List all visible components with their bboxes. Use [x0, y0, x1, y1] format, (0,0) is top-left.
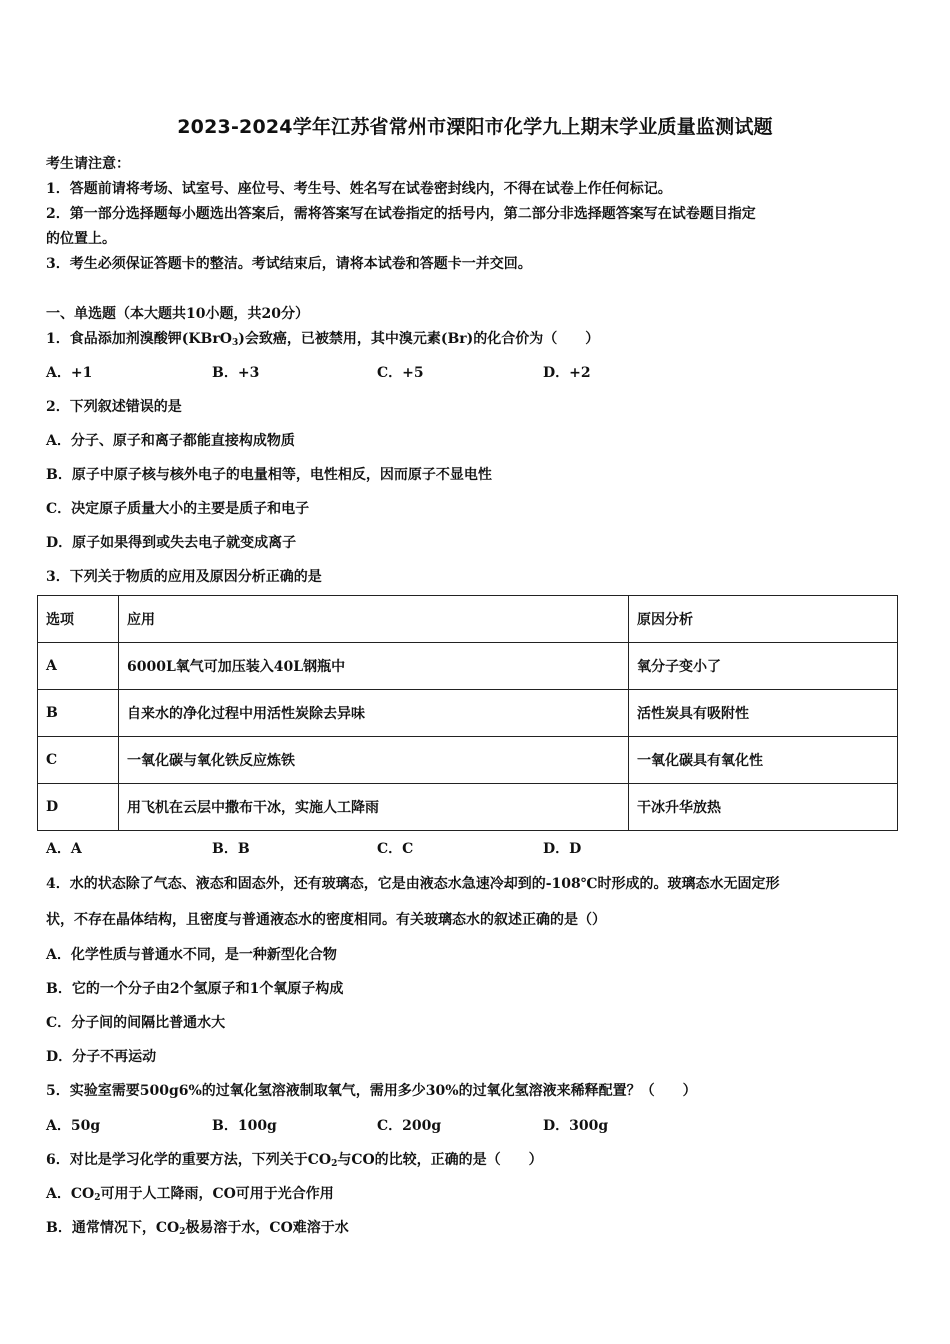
option-c: C．决定原子质量大小的主要是质子和电子: [46, 501, 310, 517]
table-header-cell: 应用: [119, 596, 629, 643]
question-3-table: [37, 595, 898, 831]
table-cell: 活性炭具有吸附性: [629, 690, 898, 737]
question-5-stem: 5．实验室需要500g6%的过氧化氢溶液制取氧气，需用多少30%的过氧化氢溶液来稀释配置？（ ）: [46, 1083, 697, 1099]
notice-heading: 考生请注意：: [46, 156, 130, 172]
option-c: C．+5: [377, 365, 424, 381]
option-d: D．+2: [543, 365, 591, 381]
notice-item: 1．答题前请将考场、试室号、座位号、考生号、姓名写在试卷密封线内，不得在试卷上作任何标记。: [46, 181, 672, 197]
table-cell: C: [38, 737, 119, 784]
question-3-stem: 3．下列关于物质的应用及原因分析正确的是: [46, 569, 322, 585]
option-d: D．分子不再运动: [46, 1049, 157, 1065]
option-a: A．分子、原子和离子都能直接构成物质: [46, 433, 295, 449]
table-row: [38, 643, 898, 690]
notice-item: 的位置上。: [46, 231, 116, 247]
table-cell: 氧分子变小了: [629, 643, 898, 690]
table-cell: 用飞机在云层中撒布干冰，实施人工降雨: [119, 784, 629, 831]
table-cell: D: [38, 784, 119, 831]
table-cell: 自来水的净化过程中用活性炭除去异味: [119, 690, 629, 737]
section-heading: 一、单选题（本大题共10小题，共20分）: [46, 306, 309, 322]
question-1-options: [46, 362, 746, 382]
option-b: B．它的一个分子由2个氢原子和1个氧原子构成: [46, 981, 344, 997]
table-cell: B: [38, 690, 119, 737]
table-row: [38, 690, 898, 737]
table-cell: A: [38, 643, 119, 690]
table-header-row: [38, 596, 898, 643]
option-b: B．+3: [212, 365, 260, 381]
option-b: B．通常情况下，$CO_2$极易溶于水，CO难溶于水: [46, 1220, 349, 1237]
option-d: D．原子如果得到或失去电子就变成离子: [46, 535, 297, 551]
question-6-stem: 6．对比是学习化学的重要方法，下列关于$CO_2$与CO的比较，正确的是（ ）: [46, 1152, 543, 1169]
table-cell: 一氧化碳具有氧化性: [629, 737, 898, 784]
table-row: [38, 737, 898, 784]
option-c: C．C: [377, 841, 414, 857]
question-4-stem: 4．水的状态除了气态、液态和固态外，还有玻璃态，它是由液态水急速冷却到的-108℃时形成的。玻璃态水无固定形: [46, 876, 780, 892]
table-row: [38, 784, 898, 831]
option-d: D．300g: [543, 1118, 609, 1134]
question-5-options: [46, 1115, 746, 1135]
option-c: C．分子间的间隔比普通水大: [46, 1015, 226, 1031]
option-a: A．+1: [46, 365, 93, 381]
option-b: B．B: [212, 841, 250, 857]
option-a: A．$CO_2$可用于人工降雨，CO可用于光合作用: [46, 1186, 334, 1203]
option-a: A．A: [46, 841, 82, 857]
table-cell: 6000L氧气可加压装入40L钢瓶中: [119, 643, 629, 690]
question-2-stem: 2．下列叙述错误的是: [46, 399, 182, 415]
table-header-cell: 选项: [38, 596, 119, 643]
option-a: A．化学性质与普通水不同，是一种新型化合物: [46, 947, 337, 963]
table-cell: 一氧化碳与氧化铁反应炼铁: [119, 737, 629, 784]
option-d: D．D: [543, 841, 582, 857]
option-b: B．原子中原子核与核外电子的电量相等，电性相反，因而原子不显电性: [46, 467, 492, 483]
table-header-cell: 原因分析: [629, 596, 898, 643]
question-3-options: [46, 838, 746, 858]
table-cell: 干冰升华放热: [629, 784, 898, 831]
question-1-stem: 1．食品添加剂溴酸钾(KBrO$_3$)会致癌，已被禁用，其中溴元素(Br)的化合价为（ ）: [46, 331, 600, 348]
option-c: C．200g: [377, 1118, 442, 1134]
option-b: B．100g: [212, 1118, 277, 1134]
notice-item: 3．考生必须保证答题卡的整洁。考试结束后，请将本试卷和答题卡一并交回。: [46, 256, 532, 272]
page-title: 2023-2024学年江苏省常州市溧阳市化学九上期末学业质量监测试题: [177, 116, 773, 138]
question-4-stem-cont: 状，不存在晶体结构，且密度与普通液态水的密度相同。有关玻璃态水的叙述正确的是（）: [46, 912, 606, 928]
option-a: A．50g: [46, 1118, 101, 1134]
notice-item: 2．第一部分选择题每小题选出答案后，需将答案写在试卷指定的括号内，第二部分非选择题答案写在试卷题目指定: [46, 206, 756, 222]
